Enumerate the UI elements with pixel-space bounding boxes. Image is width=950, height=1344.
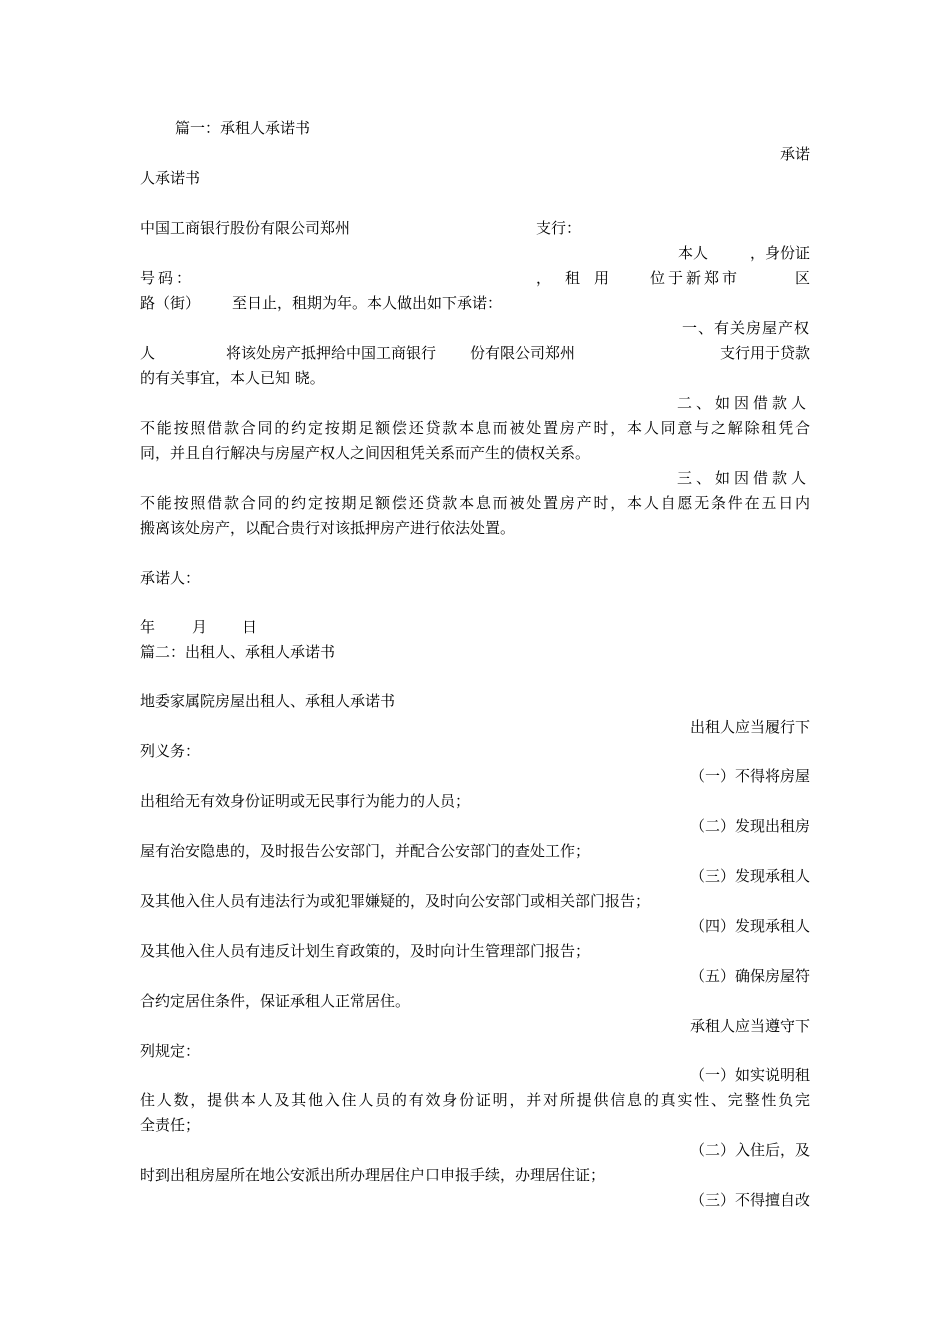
text-line: 的有关事宜，本人已知 晓。 xyxy=(140,369,325,387)
duty-item-1: （一）不得将房屋 xyxy=(689,767,810,785)
clause-3-start: 三、如因借款人 xyxy=(676,469,810,487)
text-line: ，身份证 xyxy=(749,244,810,262)
text-line: 区 xyxy=(794,269,810,287)
text-line: 承租人应当遵守下 xyxy=(689,1017,810,1035)
addressee-branch: 支行： xyxy=(536,219,582,237)
text-line: 路（街） xyxy=(140,294,201,312)
clause-1-start: 一、有关房屋产权 xyxy=(681,319,810,337)
text-line: 位于新郑市 xyxy=(650,269,741,287)
text-line: 出租给无有效身份证明或无民事行为能力的人员； xyxy=(140,792,471,810)
text-line: 全责任； xyxy=(140,1116,201,1134)
addressee-line: 中国工商银行股份有限公司郑州 xyxy=(140,219,351,237)
section-heading-1: 篇一：承租人承诺书 xyxy=(175,119,311,137)
rule-item-1: （一）如实说明租 xyxy=(689,1066,810,1084)
text-line: 搬离该处房产，以配合贵行对该抵押房产进行依法处置。 xyxy=(140,519,516,537)
rule-item-3: （三）不得擅自改 xyxy=(689,1191,810,1209)
text-line: 屋有治安隐患的，及时报告公安部门，并配合公安部门的查处工作； xyxy=(140,842,591,860)
text-line: 不能按照借款合同的约定按期足额偿还贷款本息而被处置房产时，本人同意与之解除租凭合 xyxy=(140,419,810,437)
text-line: 份有限公司郑州 xyxy=(470,344,576,362)
rule-item-2: （二）入住后，及 xyxy=(689,1141,810,1159)
duty-item-2: （二）发现出租房 xyxy=(689,817,810,835)
text-line: 及其他入住人员有违法行为或犯罪嫌疑的，及时向公安部门或相关部门报告； xyxy=(140,892,651,910)
text-line: 至日止，租期为年。本人做出如下承诺： xyxy=(232,294,503,312)
text-line: 人 xyxy=(140,344,156,362)
text-line: 本人 xyxy=(678,244,709,262)
text-line: 时到出租房屋所在地公安派出所办理居住户口申报手续，办理居住证； xyxy=(140,1166,606,1184)
signature-label: 承诺人： xyxy=(140,569,201,587)
text-line: 不能按照借款合同的约定按期足额偿还贷款本息而被处置房产时，本人自愿无条件在五日内 xyxy=(140,494,810,512)
duty-item-5: （五）确保房屋符 xyxy=(689,967,810,985)
text-line: 人承诺书 xyxy=(140,169,201,187)
date-year: 年 xyxy=(140,618,156,636)
duty-item-4: （四）发现承租人 xyxy=(689,917,810,935)
text-line: 合约定居住条件，保证承租人正常居住。 xyxy=(140,992,411,1010)
clause-2-start: 二、如因借款人 xyxy=(676,394,810,412)
text-line: 出租人应当履行下 xyxy=(689,718,810,736)
section-heading-2: 篇二：出租人、承租人承诺书 xyxy=(140,643,336,661)
text-line: 将该处房产抵押给中国工商银行 xyxy=(226,344,437,362)
text-line: 及其他入住人员有违反计划生育政策的，及时向计生管理部门报告； xyxy=(140,942,591,960)
text-line: 号码： xyxy=(140,269,195,287)
text-line: 列规定： xyxy=(140,1042,201,1060)
text-line: ，租用 xyxy=(536,269,624,287)
text-line: 支行用于贷款 xyxy=(719,344,810,362)
text-line: 同，并且自行解决与房屋产权人之间因租凭关系而产生的债权关系。 xyxy=(140,444,591,462)
date-month: 月 xyxy=(192,618,208,636)
text-line: 承诺 xyxy=(779,145,810,163)
date-day: 日 xyxy=(242,618,258,636)
document-title: 地委家属院房屋出租人、承租人承诺书 xyxy=(140,692,396,710)
duty-item-3: （三）发现承租人 xyxy=(689,867,810,885)
text-line: 列义务： xyxy=(140,742,201,760)
text-line: 住人数，提供本人及其他入住人员的有效身份证明，并对所提供信息的真实性、完整性负完 xyxy=(140,1091,810,1109)
